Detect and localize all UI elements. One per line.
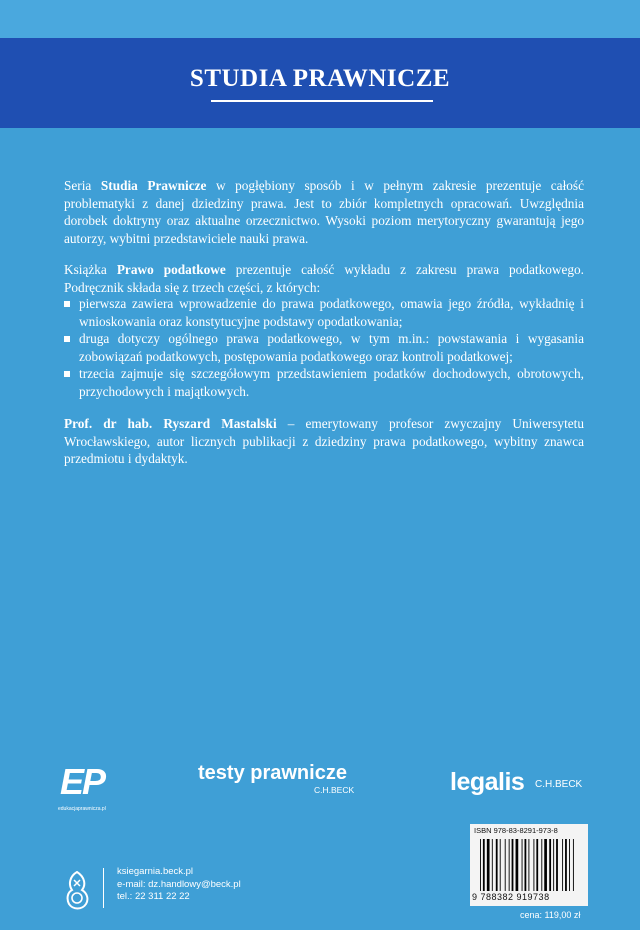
p1-text-c: w pogłębiony sposób i w pełnym zakresie prezentuje całość problematyki z danej dziedziny prawa. Jest to zbiór kompletnych opracowań. Uwzględnia dorobek doktryny oraz aktualne orzecznictwo. Wysoki poziom merytoryczny gwarantują jego autorzy, wybitni przedstawiciele nauki prawa.: [64, 178, 585, 246]
testy-prawnicze-logo: testy prawnicze: [198, 762, 347, 784]
contact-info: [117, 866, 241, 904]
price-label: cena: 119,00 zł: [520, 910, 581, 920]
title-underline: [211, 100, 433, 102]
series-banner: [0, 38, 640, 128]
author-bio: – emerytowany profesor zwyczajny Uniwersytetu Wrocławskiego, autor licznych publikacji z dziedziny prawa podatkowego, wybitny znawca przedmiotu i dydaktyk.: [64, 416, 585, 466]
testy-publisher: C.H.BECK: [314, 785, 355, 795]
series-description: [64, 177, 584, 247]
author-note: [64, 415, 584, 468]
list-item: druga dotyczy ogólnego prawa podatkowego, w tym m.in.: powstawania i wygasania zobowiązań podatkowych, postępowania podatkowego oraz kontroli podatkowej;: [64, 330, 584, 365]
contact-divider: [103, 868, 104, 908]
shop-url: ksiegarnia.beck.pl: [117, 866, 194, 877]
series-name: Studia Prawnicze: [100, 178, 207, 193]
ep-logo: [60, 762, 118, 812]
beck-emblem-icon: [60, 868, 94, 912]
parts-list: [64, 295, 584, 400]
list-item: pierwsza zawiera wprowadzenie do prawa podatkowego, omawia jego źródła, wykładnię i wnioskowania oraz konstytucyjne podstawy opodatkowania;: [64, 295, 584, 330]
series-title: STUDIA PRAWNICZE: [189, 65, 451, 92]
contact-email: e-mail: dz.handlowy@beck.pl: [117, 878, 241, 890]
author-name: Prof. dr hab. Ryszard Mastalski: [64, 416, 277, 431]
bullet-icon: [64, 371, 70, 377]
p1-text-a: Seria: [64, 178, 101, 193]
book-title: Prawo podatkowe: [116, 262, 226, 277]
list-item: trzecia zajmuje się szczegółowym przedstawieniem podatków dochodowych, obrotowych, przychodowych i majątkowych.: [64, 365, 584, 400]
barcode-icon: [478, 839, 584, 891]
legalis-publisher: C.H.BECK: [535, 779, 583, 790]
isbn-number: ISBN 978-83-8291-973-8: [474, 826, 558, 835]
bullet-icon: [64, 336, 70, 342]
book-description: [64, 261, 584, 296]
barcode-digits: 9 788382 919738: [472, 892, 550, 902]
p2-text-c: prezentuje całość wykładu z zakresu prawa podatkowego. Podręcznik składa się z trzech części, z których:: [64, 262, 584, 295]
ep-logo-sub: edukacjaprawnicza.pl: [58, 806, 106, 812]
legalis-logo: legalis: [450, 768, 525, 796]
top-strip: [0, 0, 640, 38]
p2-text-a: Książka: [64, 262, 117, 277]
contact-phone: tel.: 22 311 22 22: [117, 891, 190, 902]
ep-logo-text: EP: [60, 761, 105, 802]
isbn-barcode-label: [470, 824, 588, 906]
bullet-icon: [64, 301, 70, 307]
